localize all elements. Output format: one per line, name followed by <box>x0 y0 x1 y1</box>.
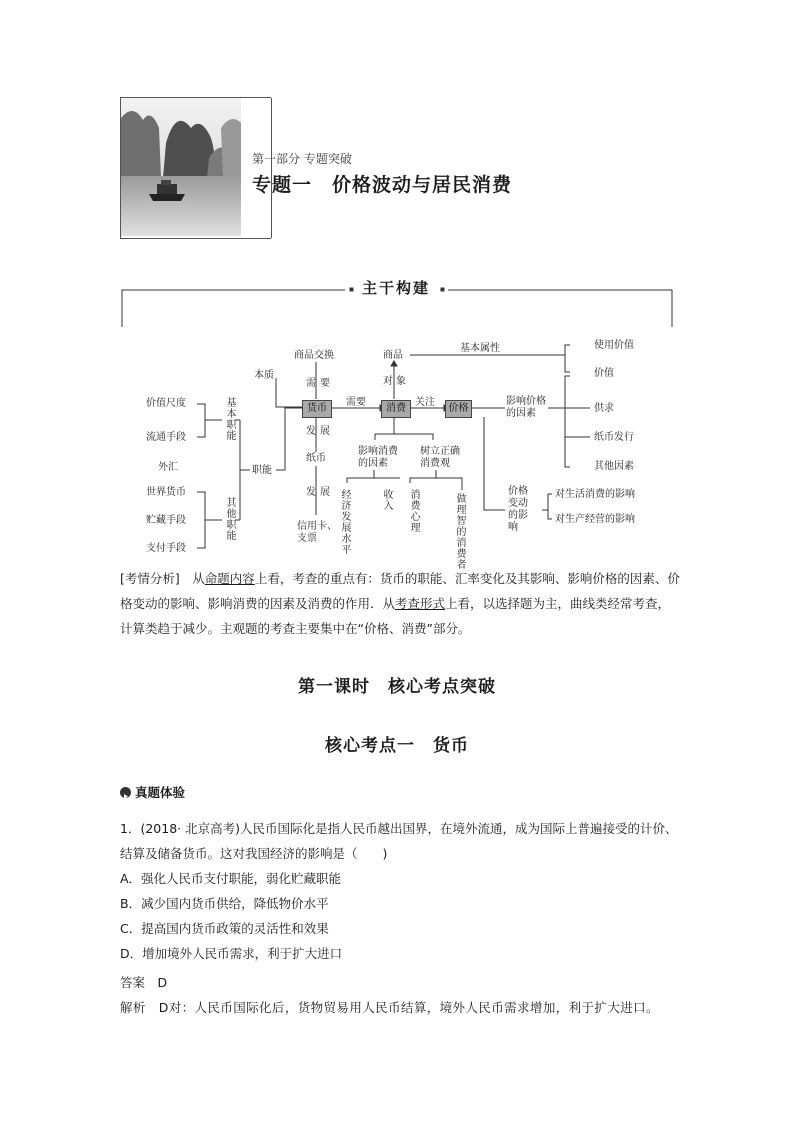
paper-issue-label: 纸币发行 <box>594 432 634 443</box>
develop-label-1: 发 <box>306 426 316 437</box>
paper-money-label: 纸币 <box>306 453 326 464</box>
demand-label: 需要 <box>346 397 366 408</box>
functions-label: 职能 <box>252 465 272 476</box>
exam-form-underline: 考查形式 <box>395 596 446 611</box>
income-label: 收入 <box>383 490 394 512</box>
lesson-heading: 第一课时 核心考点突破 <box>298 677 496 697</box>
section-banner-title: 主干构建 <box>362 279 431 297</box>
practice-label: 真题体验 <box>135 785 186 800</box>
payment-label: 支付手段 <box>146 543 186 554</box>
price-factors-label: 影响价格 的因素 <box>506 396 546 419</box>
consumption-view-label: 树立正确 消费观 <box>420 446 460 469</box>
option-a: A．强化人民币支付职能，弱化贮藏职能 <box>120 871 342 886</box>
supply-demand-label: 供求 <box>594 403 614 414</box>
analysis-line: 解析 D对：人民币国际化后，货物贸易用人民币结算，境外人民币需求增加，利于扩大进口。 <box>120 1000 659 1015</box>
develop-label-2: 展 <box>320 426 330 437</box>
credit-card-label: 信用卡、 支票 <box>297 521 337 544</box>
effect-life-label: 对生活消费的影响 <box>555 489 635 500</box>
consumption-node: 消费 <box>381 400 411 418</box>
topic-content-underline: 命题内容 <box>204 571 255 586</box>
exam-analysis-paragraph <box>120 566 680 641</box>
exam-analysis-text-3: 上看，以选择题为主，曲线类经常考查，计算类趋于减少。主观题的考查主要集中在“价格、消费”部分。 <box>120 596 671 636</box>
chapter-title: 专题一 价格波动与居民消费 <box>252 174 513 196</box>
currency-node: 货币 <box>302 400 332 418</box>
circulation-label: 流通手段 <box>146 432 186 443</box>
play-circle-icon <box>120 787 131 798</box>
other-functions-label: 其他职能 <box>226 498 237 542</box>
price-change-label: 价格 变动 的影 响 <box>508 486 528 533</box>
option-d: D．增加境外人民币需求，利于扩大进口 <box>120 946 343 961</box>
economic-level-label: 经济发展水平 <box>341 490 352 556</box>
exam-analysis-text-2: 上看，考查的重点有：货币的职能、汇率变化及其影响、影响价格的因素、价格变动的影响、影响消费的因素及消费的作用．从 <box>120 571 680 611</box>
psychology-label: 消费心理 <box>410 490 421 534</box>
other-factors-label: 其他因素 <box>594 461 634 472</box>
series-label: 第一部分 专题突破 <box>252 152 352 166</box>
consumption-factors-label: 影响消费 的因素 <box>358 446 398 469</box>
develop-label-3: 发 <box>306 487 316 498</box>
effect-production-label: 对生产经营的影响 <box>555 514 635 525</box>
answer-line: 答案 D <box>120 975 168 990</box>
essence-label: 本质 <box>254 370 274 381</box>
forex-label: 外汇 <box>158 462 178 473</box>
use-value-label: 使用价值 <box>594 340 634 351</box>
topic-heading: 核心考点一 货币 <box>325 736 469 756</box>
option-c: C．提高国内货币政策的灵活性和效果 <box>120 921 329 936</box>
value-label: 价值 <box>594 368 614 379</box>
attention-label: 关注 <box>415 397 435 408</box>
exam-analysis-text-1: 从 <box>192 571 205 586</box>
question-1-text: 1．(2018· 北京高考)人民币国际化是指人民币越出国界，在境外流通，成为国际上普遍接受的计价、结算及储备货币。这对我国经济的影响是（ ) <box>120 821 678 861</box>
need-label-2: 要 <box>320 378 330 389</box>
exam-analysis-label: [考情分析] <box>120 571 180 586</box>
hoarding-label: 贮藏手段 <box>146 515 186 526</box>
basic-attribute-label: 基本属性 <box>460 343 500 354</box>
value-measure-label: 价值尺度 <box>146 398 186 409</box>
need-label-1: 需 <box>306 378 316 389</box>
commodity-label: 商品 <box>383 350 403 361</box>
world-money-label: 世界货币 <box>146 487 186 498</box>
object-label-1: 对 <box>383 376 393 387</box>
develop-label-4: 展 <box>320 487 330 498</box>
option-b: B．减少国内货币供给，降低物价水平 <box>120 896 329 911</box>
price-node: 价格 <box>445 400 472 418</box>
object-label-2: 象 <box>396 376 406 387</box>
basic-functions-label: 基本职能 <box>226 398 237 442</box>
rational-consumer-label: 做理智的消费者 <box>456 494 467 571</box>
goods-exchange-label: 商品交换 <box>294 350 334 361</box>
